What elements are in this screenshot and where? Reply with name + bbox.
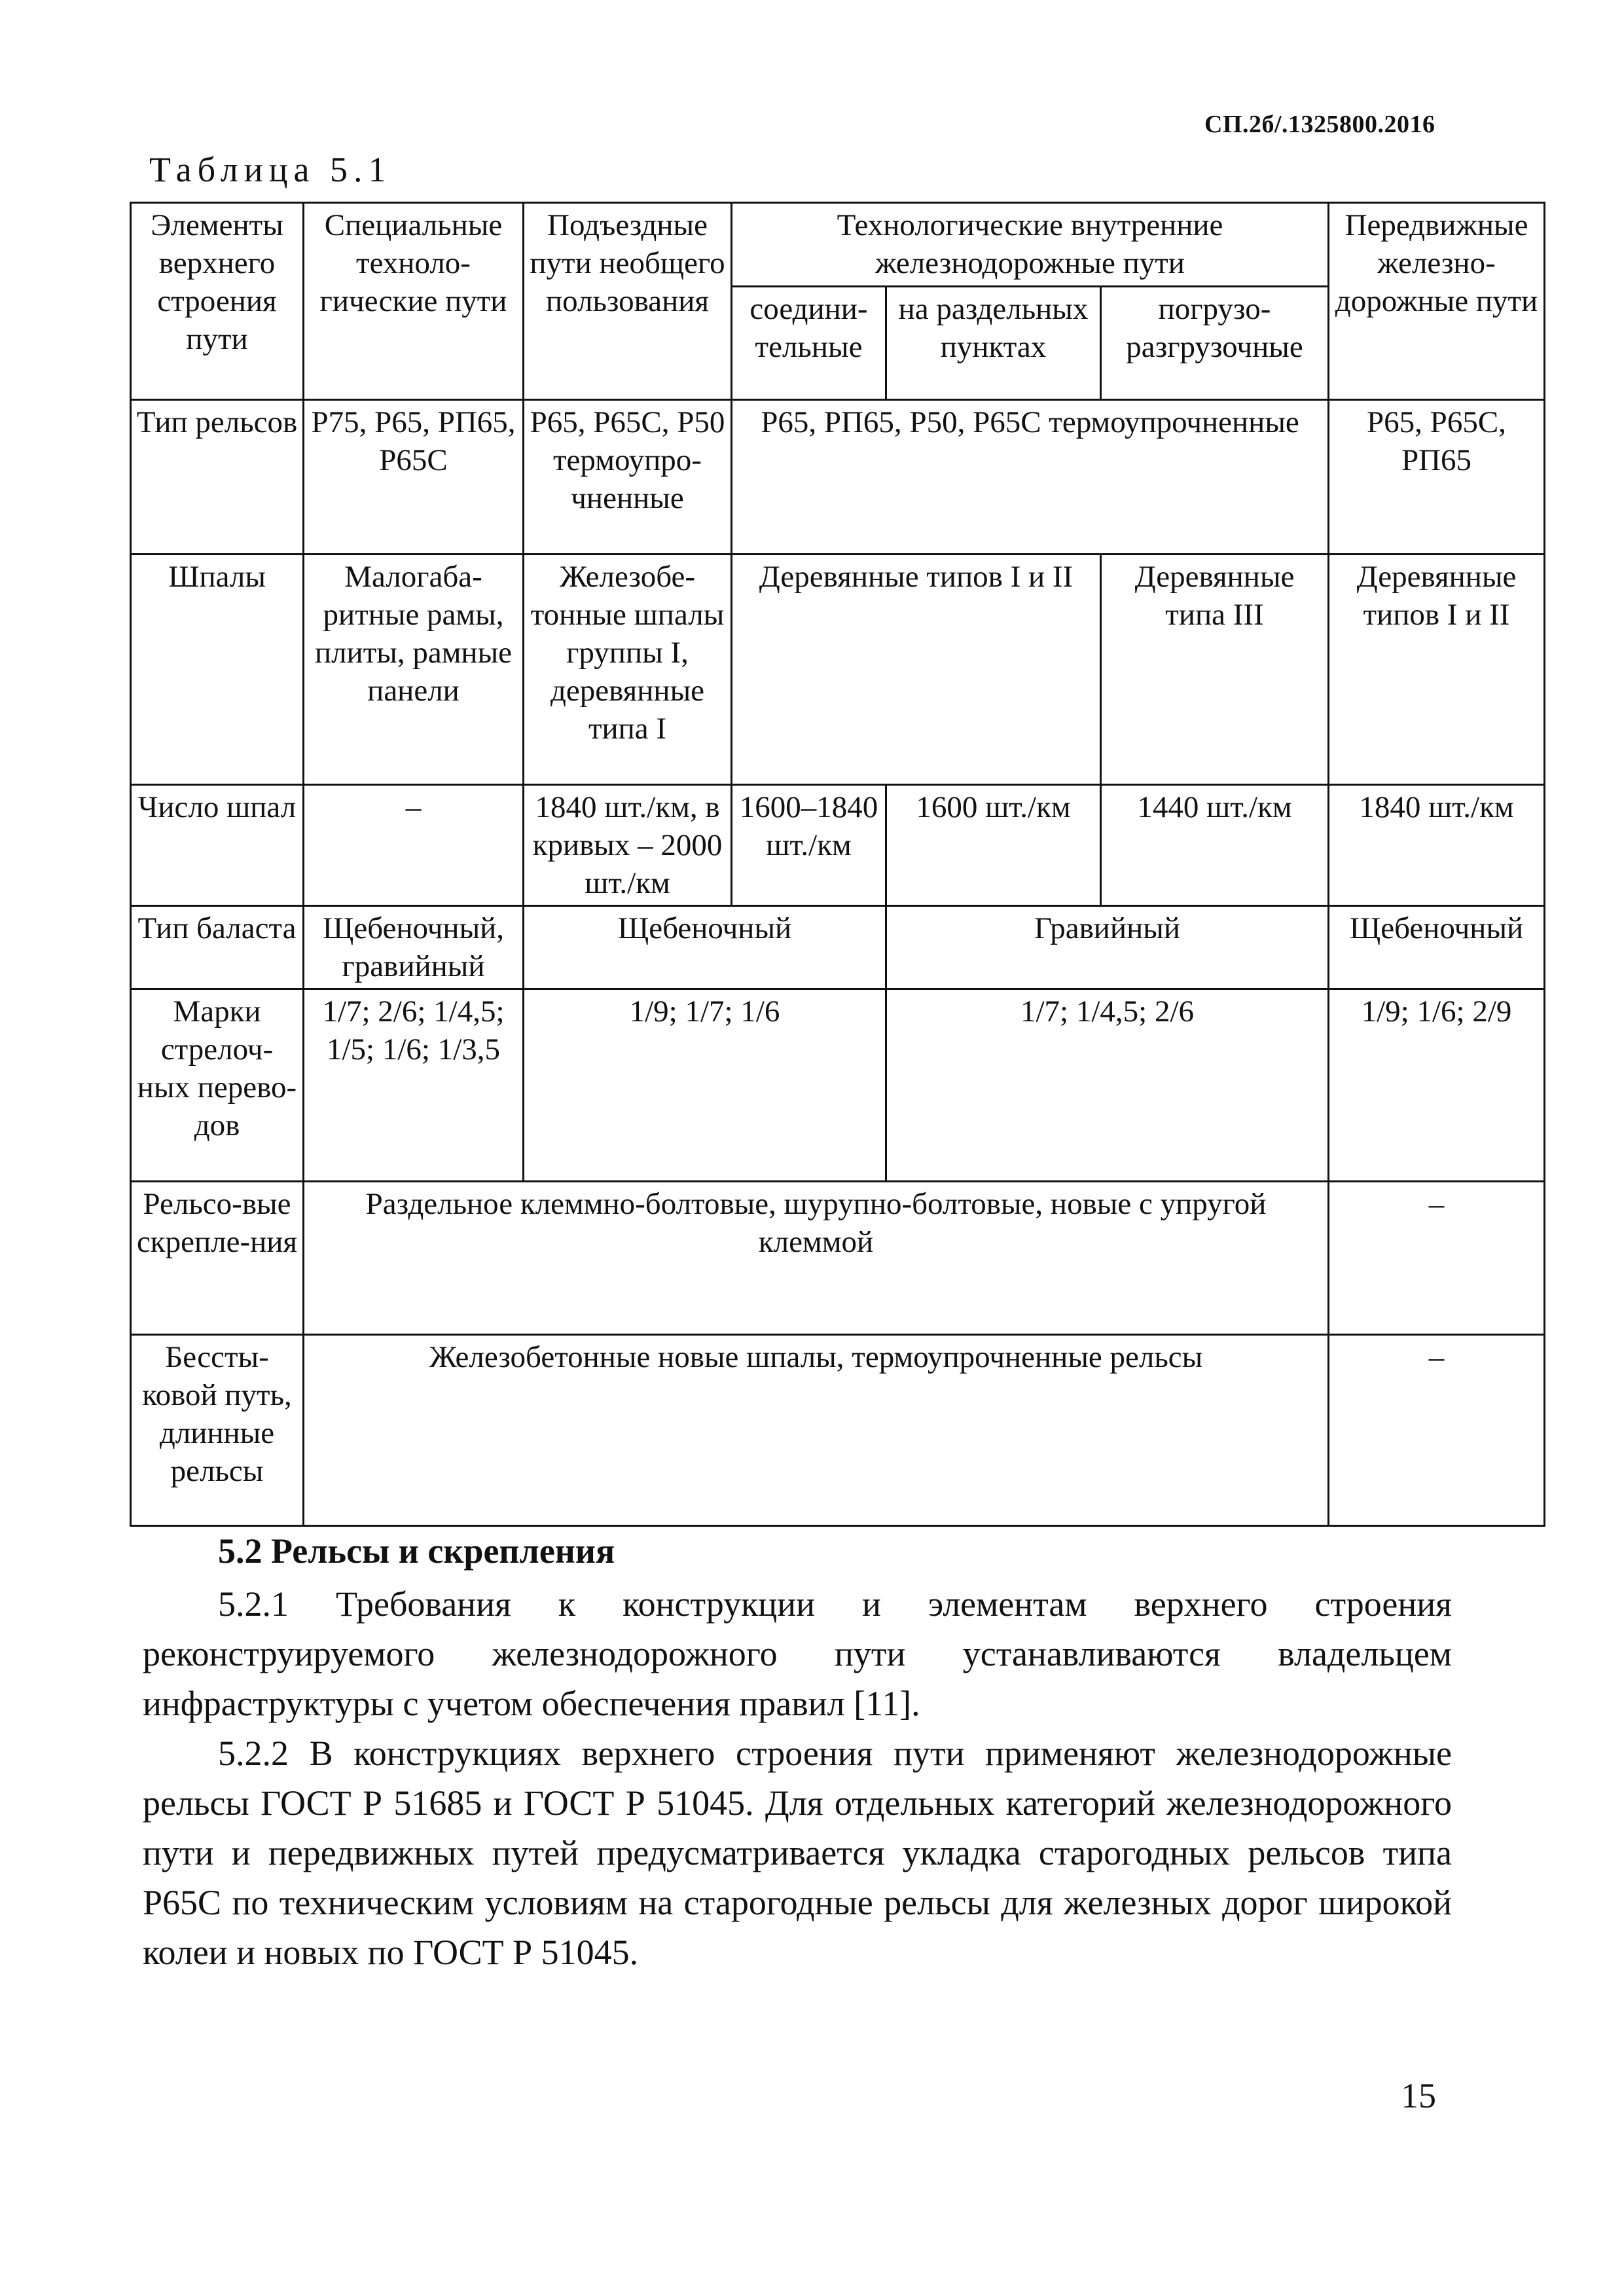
header-element: Элементы верхнего строения пути [131,203,304,400]
switch-marks-mobile: 1/9; 1/6; 2/9 [1329,989,1545,1182]
page-number: 15 [1401,2076,1436,2115]
switch-marks-tech: 1/7; 1/4,5; 2/6 [886,989,1329,1182]
sleeper-count-separate: 1600 шт./км [886,785,1101,906]
header-tech-connecting: соедини-тельные [732,286,886,399]
switch-marks-access-connecting: 1/9; 1/7; 1/6 [524,989,886,1182]
paragraph-5-2-2: 5.2.2 В конструкциях верхнего строения пути применяют железнодорожные рельсы ГОСТ Р 51685 и ГОСТ Р 51045. Для отдельных категорий железнодорожного пути и передвижных путей предусматривается укладка старогодных рельсов типа Р65С по техническим условиям на старогодные рельсы для железных дорог широкой колеи и новых по ГОСТ Р 51045. [143,1734,1452,1972]
switch-marks-special: 1/7; 2/6; 1/4,5; 1/5; 1/6; 1/3,5 [304,989,524,1182]
header-tech-separate: на раздельных пунктах [886,286,1101,399]
sleeper-count-access: 1840 шт./км, в кривых – 2000 шт./км [524,785,732,906]
rail-type-tech: Р65, РП65, Р50, Р65С термоупрочненные [732,400,1329,555]
row-jointless [131,1335,1545,1526]
header-tech-tracks: Технологические внутренние железнодорожные пути [732,203,1329,287]
row-sleeper-count [131,785,1545,906]
sleepers-tech-wooden-3: Деревянные типа III [1101,555,1329,785]
ballast-access-connecting: Щебеночный [524,906,886,989]
header-row-1 [131,203,1545,287]
sleepers-tech-wooden-1-2: Деревянные типов I и II [732,555,1101,785]
sleepers-special: Малогаба-ритные рамы, плиты, рамные панели [304,555,524,785]
sleepers-label: Шпалы [131,555,304,785]
jointless-mobile: – [1329,1335,1545,1526]
jointless-value: Железобетонные новые шпалы, термоупрочненные рельсы [304,1335,1329,1526]
fastenings-mobile: – [1329,1182,1545,1335]
ballast-special: Щебеночный, гравийный [304,906,524,989]
row-rail-type [131,400,1545,555]
header-tech-loading: погрузо-разгрузочные [1101,286,1329,399]
fastenings-label: Рельсо-вые скрепле-ния [131,1182,304,1335]
section-heading: 5.2 Рельсы и скрепления [218,1531,615,1571]
header-special-tracks: Специальные техноло-гические пути [304,203,524,400]
row-ballast [131,906,1545,989]
jointless-label: Бессты-ковой путь, длинные рельсы [131,1335,304,1526]
header-mobile-tracks: Передвижные железно-дорожные пути [1329,203,1545,400]
sleeper-count-mobile: 1840 шт./км [1329,785,1545,906]
sleeper-count-special: – [304,785,524,906]
ballast-label: Тип баласта [131,906,304,989]
ballast-tech: Гравийный [886,906,1329,989]
sleeper-count-label: Число шпал [131,785,304,906]
sleeper-count-loading: 1440 шт./км [1101,785,1329,906]
ballast-mobile: Щебеночный [1329,906,1545,989]
row-sleepers [131,555,1545,785]
paragraph-5-2-1: 5.2.1 Требования к конструкции и элементам верхнего строения реконструируемого железнодорожного пути устанавливаются владельцем инфраструктуры с учетом обеспечения правил [11]. [143,1584,1452,1723]
rail-type-special: Р75, Р65, РП65, Р65С [304,400,524,555]
sleeper-count-connecting: 1600–1840 шт./км [732,785,886,906]
document-code: СП.2б/.1325800.2016 [1204,111,1435,138]
rail-type-access: Р65, Р65С, Р50 термоупро-чненные [524,400,732,555]
row-fastenings [131,1182,1545,1335]
header-access-tracks: Подъездные пути необщего пользования [524,203,732,400]
sleepers-access: Железобе-тонные шпалы группы I, деревянные типа I [524,555,732,785]
row-switch-marks [131,989,1545,1182]
rail-type-mobile: Р65, Р65С, РП65 [1329,400,1545,555]
switch-marks-label: Марки стрелоч-ных перево-дов [131,989,304,1182]
sleepers-mobile: Деревянные типов I и II [1329,555,1545,785]
fastenings-value: Раздельное клеммно-болтовые, шурупно-болтовые, новые с упругой клеммой [304,1182,1329,1335]
table-caption: Таблица 5.1 [149,150,392,189]
track-elements-table [130,202,1545,1527]
rail-type-label: Тип рельсов [131,400,304,555]
